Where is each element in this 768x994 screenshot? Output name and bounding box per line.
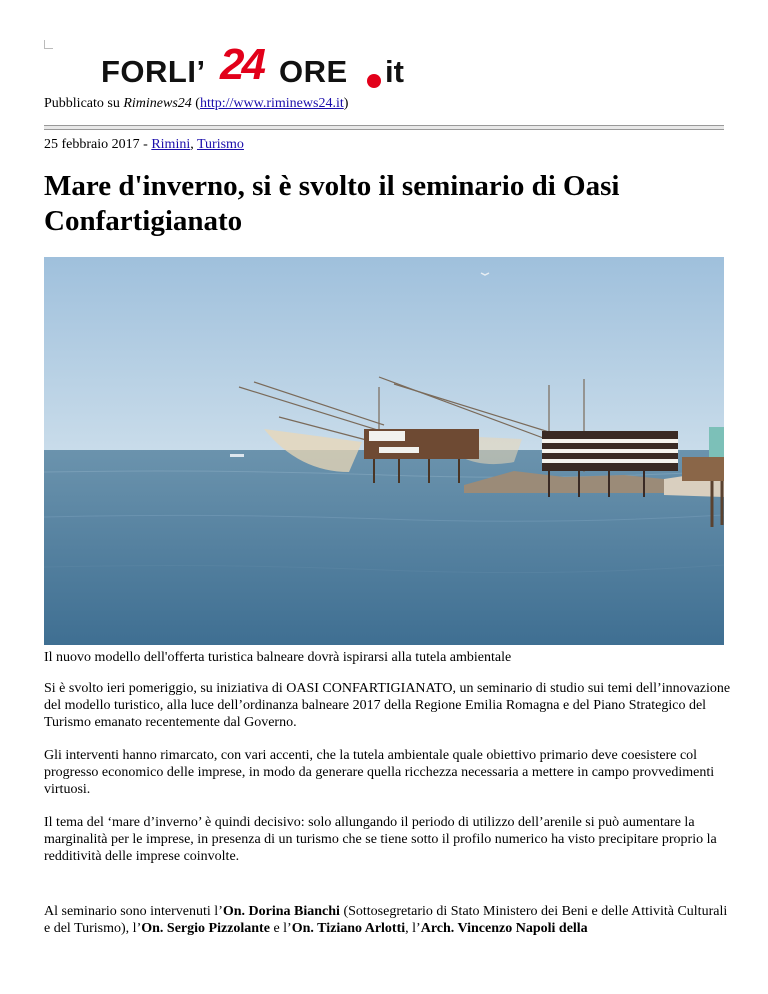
logo-dot-icon: [367, 74, 381, 88]
source-line: [44, 96, 348, 112]
source-paren-close: ): [343, 96, 349, 111]
paragraph-2: Gli interventi hanno rimarcato, con vari accenti, che la tutela ambientale quale obiettivo primario deve coesistere col progresso economico delle imprese, in modo da generare quella ricchezza necessaria a mettere in campo provvedimenti virtuosi.: [44, 748, 715, 797]
paragraph-3: Il tema del ‘mare d’inverno’ è quindi decisivo: solo allungando il periodo di utilizzo dell’arenile si può aumentare la marginalità per le imprese, in presenza di un turismo che se tiene sotto il profilo numerico ha visto precipitare proprio la redditività delle imprese coinvolte.: [44, 815, 717, 864]
source-site-name: Riminews24: [123, 96, 192, 111]
speaker-bianchi: On. Dorina Bianchi: [222, 904, 340, 919]
logo-text-it: it: [385, 54, 404, 89]
source-url-link[interactable]: http://www.riminews24.it: [199, 96, 344, 111]
p4-text-3: e l’: [269, 921, 292, 936]
article-photo: [44, 257, 724, 645]
p4-text-2: (Sottosegretario di Stato Ministero dei Beni e delle Attività Culturali e del Turismo), l’: [44, 904, 728, 936]
p4-text-1: Al seminario sono intervenuti l’: [44, 904, 223, 919]
paragraph-1: Si è svolto ieri pomeriggio, su iniziativa di OASI CONFARTIGIANATO, un seminario di studio sui temi dell’innovazione del modello turistico, alla luce dell’ordinanza balneare 2017 della Regione Emilia Romagna e del Piano Strategico del Turismo emanato recentemente dal Governo.: [44, 681, 731, 730]
p4-text-4: , l’: [405, 921, 421, 936]
logo-text-ore: ORE: [279, 54, 348, 89]
speaker-napoli: Arch. Vincenzo Napoli della: [420, 921, 588, 936]
logo-text-24: 24: [220, 40, 263, 89]
meta-comma: ,: [190, 137, 197, 152]
article-title: Mare d'inverno, si è svolto il seminario di Oasi Confartigianato: [44, 170, 620, 237]
speaker-pizzolante: On. Sergio Pizzolante: [141, 921, 270, 936]
logo-text-forli: FORLI’: [101, 54, 206, 89]
meta-separator: -: [139, 137, 152, 152]
category-link-rimini[interactable]: Rimini: [151, 137, 191, 152]
article-meta: [44, 137, 244, 153]
category-link-turismo[interactable]: Turismo: [196, 137, 244, 152]
speaker-arlotti: On. Tiziano Arlotti: [291, 921, 406, 936]
article-body: [44, 680, 734, 953]
source-prefix: Pubblicato su: [44, 96, 124, 111]
header-divider: [44, 125, 724, 130]
paragraph-4: [44, 903, 734, 937]
site-logo[interactable]: [101, 40, 421, 90]
source-paren-open: (: [191, 96, 200, 111]
corner-mark: [44, 40, 53, 49]
photo-caption: Il nuovo modello dell'offerta turistica balneare dovrà ispirarsi alla tutela ambientale: [44, 650, 512, 665]
article-date: 25 febbraio 2017: [44, 137, 140, 152]
